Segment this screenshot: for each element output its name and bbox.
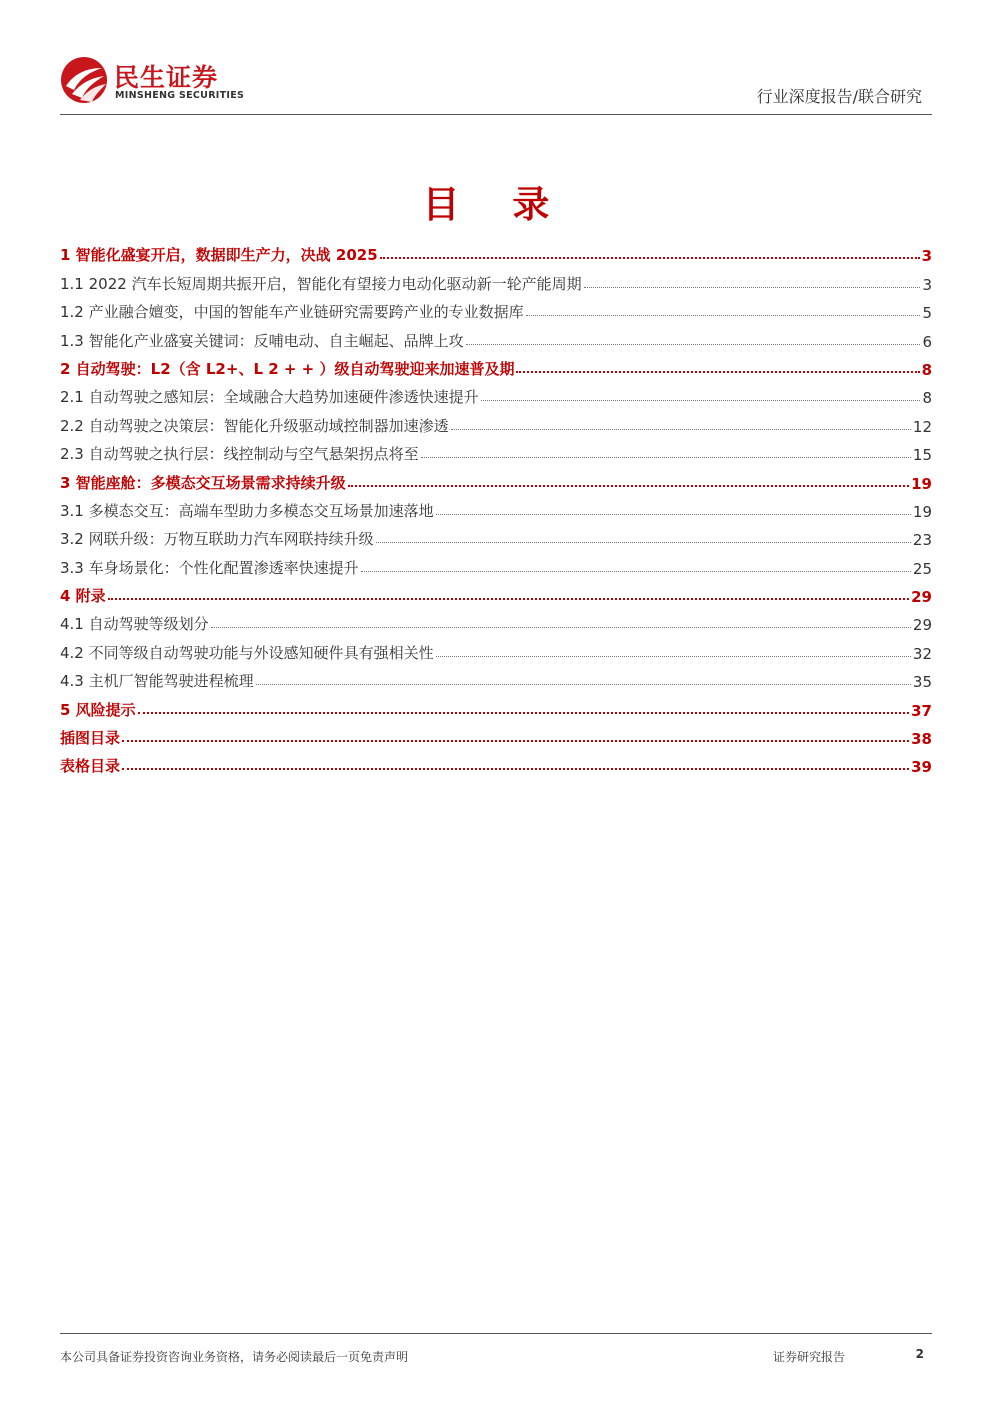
footer-divider [60, 1333, 932, 1334]
toc-entry-page: 35 [912, 673, 932, 692]
toc-leader-dots [481, 400, 921, 401]
toc-entry-section[interactable] [60, 322, 932, 350]
toc-leader-dots [451, 429, 911, 430]
logo-name-cn: 民生证券 [114, 63, 219, 92]
toc-entry-page: 25 [912, 559, 932, 578]
toc-entry-label: 2.1 自动驾驶之感知层：全域融合大趋势加速硬件渗透快速提升 [60, 388, 479, 407]
toc-entry-label: 4.1 自动驾驶等级划分 [60, 615, 209, 634]
toc-entry-label: 2 自动驾驶：L2（含 L2+、L 2 + + ）级自动驾驶迎来加速普及期 [60, 359, 515, 378]
toc-entry-page: 39 [911, 758, 932, 777]
toc-leader-dots [380, 257, 920, 259]
toc-entry-page: 12 [912, 417, 932, 436]
toc-entry-page: 5 [922, 304, 932, 323]
toc-entry-page: 19 [911, 474, 932, 493]
toc-entry-label: 5 风险提示 [60, 700, 136, 719]
toc-entry-section[interactable] [60, 265, 932, 293]
table-of-contents [60, 237, 932, 776]
toc-entry-label: 4.3 主机厂智能驾驶进程梳理 [60, 672, 254, 691]
page-header [60, 52, 932, 114]
toc-leader-dots [436, 514, 911, 515]
footer-report-label: 证券研究报告 [773, 1350, 846, 1364]
toc-title: 目 录 [422, 183, 570, 226]
toc-leader-dots [526, 315, 921, 316]
toc-entry-label: 3.2 网联升级：万物互联助力汽车网联持续升级 [60, 530, 374, 549]
toc-leader-dots [376, 542, 911, 543]
toc-entry-section[interactable] [60, 549, 932, 577]
toc-entry-page: 3 [921, 247, 932, 266]
toc-entry-label: 1.1 2022 汽车长短周期共振开启，智能化有望接力电动化驱动新一轮产能周期 [60, 274, 582, 293]
toc-entry-section[interactable] [60, 493, 932, 521]
toc-entry-label: 4 附录 [60, 587, 106, 606]
page-number: 2 [915, 1347, 924, 1361]
toc-leader-dots [108, 598, 909, 600]
toc-entry-section[interactable] [60, 407, 932, 435]
toc-entry-page: 29 [912, 616, 932, 635]
toc-entry-section[interactable] [60, 379, 932, 407]
toc-entry-label: 3.1 多模态交互：高端车型助力多模态交互场景加速落地 [60, 501, 434, 520]
toc-entry-section[interactable] [60, 634, 932, 662]
toc-leader-dots [436, 656, 911, 657]
toc-leader-dots [122, 768, 909, 770]
toc-leader-dots [516, 371, 919, 373]
report-type: 行业深度报告/联合研究 [756, 87, 922, 106]
toc-entry-label: 2.3 自动驾驶之执行层：线控制动与空气悬架拐点将至 [60, 445, 419, 464]
toc-leader-dots [138, 712, 909, 714]
header-divider [60, 114, 932, 115]
toc-entry-page: 32 [912, 644, 932, 663]
toc-entry-page: 8 [921, 360, 932, 379]
toc-entry-page: 8 [922, 389, 932, 408]
toc-leader-dots [122, 740, 909, 742]
toc-entry-chapter[interactable] [60, 464, 932, 492]
toc-entry-page: 15 [912, 446, 932, 465]
toc-entry-label: 表格目录 [60, 757, 121, 776]
toc-entry-page: 38 [911, 730, 932, 749]
toc-entry-page: 3 [922, 275, 932, 294]
toc-entry-label: 4.2 不同等级自动驾驶功能与外设感知硬件具有强相关性 [60, 643, 434, 662]
toc-entry-chapter[interactable] [60, 720, 932, 748]
toc-entry-page: 37 [911, 701, 932, 720]
toc-entry-label: 插图目录 [60, 729, 121, 748]
minsheng-logo-icon [60, 56, 108, 104]
toc-entry-chapter[interactable] [60, 351, 932, 379]
toc-entry-page: 19 [912, 502, 932, 521]
footer-disclaimer: 本公司具备证券投资咨询业务资格，请务必阅读最后一页免责声明 [60, 1350, 409, 1364]
toc-entry-label: 1.2 产业融合嬗变，中国的智能车产业链研究需要跨产业的专业数据库 [60, 303, 524, 322]
toc-leader-dots [361, 571, 911, 572]
toc-leader-dots [211, 627, 911, 628]
toc-entry-label: 1 智能化盛宴开启，数据即生产力，决战 2025 [60, 246, 378, 265]
toc-entry-section[interactable] [60, 436, 932, 464]
toc-leader-dots [421, 457, 911, 458]
logo-name-en: MINSHENG SECURITIES [115, 90, 245, 101]
toc-leader-dots [256, 684, 911, 685]
toc-entry-label: 2.2 自动驾驶之决策层：智能化升级驱动域控制器加速渗透 [60, 416, 449, 435]
toc-entry-section[interactable] [60, 521, 932, 549]
toc-entry-page: 23 [912, 531, 932, 550]
toc-entry-page: 29 [911, 588, 932, 607]
toc-leader-dots [348, 485, 909, 487]
toc-entry-page: 6 [922, 332, 932, 351]
toc-entry-chapter[interactable] [60, 578, 932, 606]
toc-entry-section[interactable] [60, 294, 932, 322]
toc-entry-label: 3 智能座舱：多模态交互场景需求持续升级 [60, 473, 346, 492]
toc-leader-dots [584, 287, 921, 288]
toc-entry-section[interactable] [60, 663, 932, 691]
toc-entry-chapter[interactable] [60, 748, 932, 776]
toc-entry-section[interactable] [60, 606, 932, 634]
toc-entry-label: 1.3 智能化产业盛宴关键词：反哺电动、自主崛起、品牌上攻 [60, 331, 464, 350]
toc-entry-label: 3.3 车身场景化：个性化配置渗透率快速提升 [60, 558, 359, 577]
toc-entry-chapter[interactable] [60, 237, 932, 265]
toc-leader-dots [466, 344, 921, 345]
toc-entry-chapter[interactable] [60, 691, 932, 719]
